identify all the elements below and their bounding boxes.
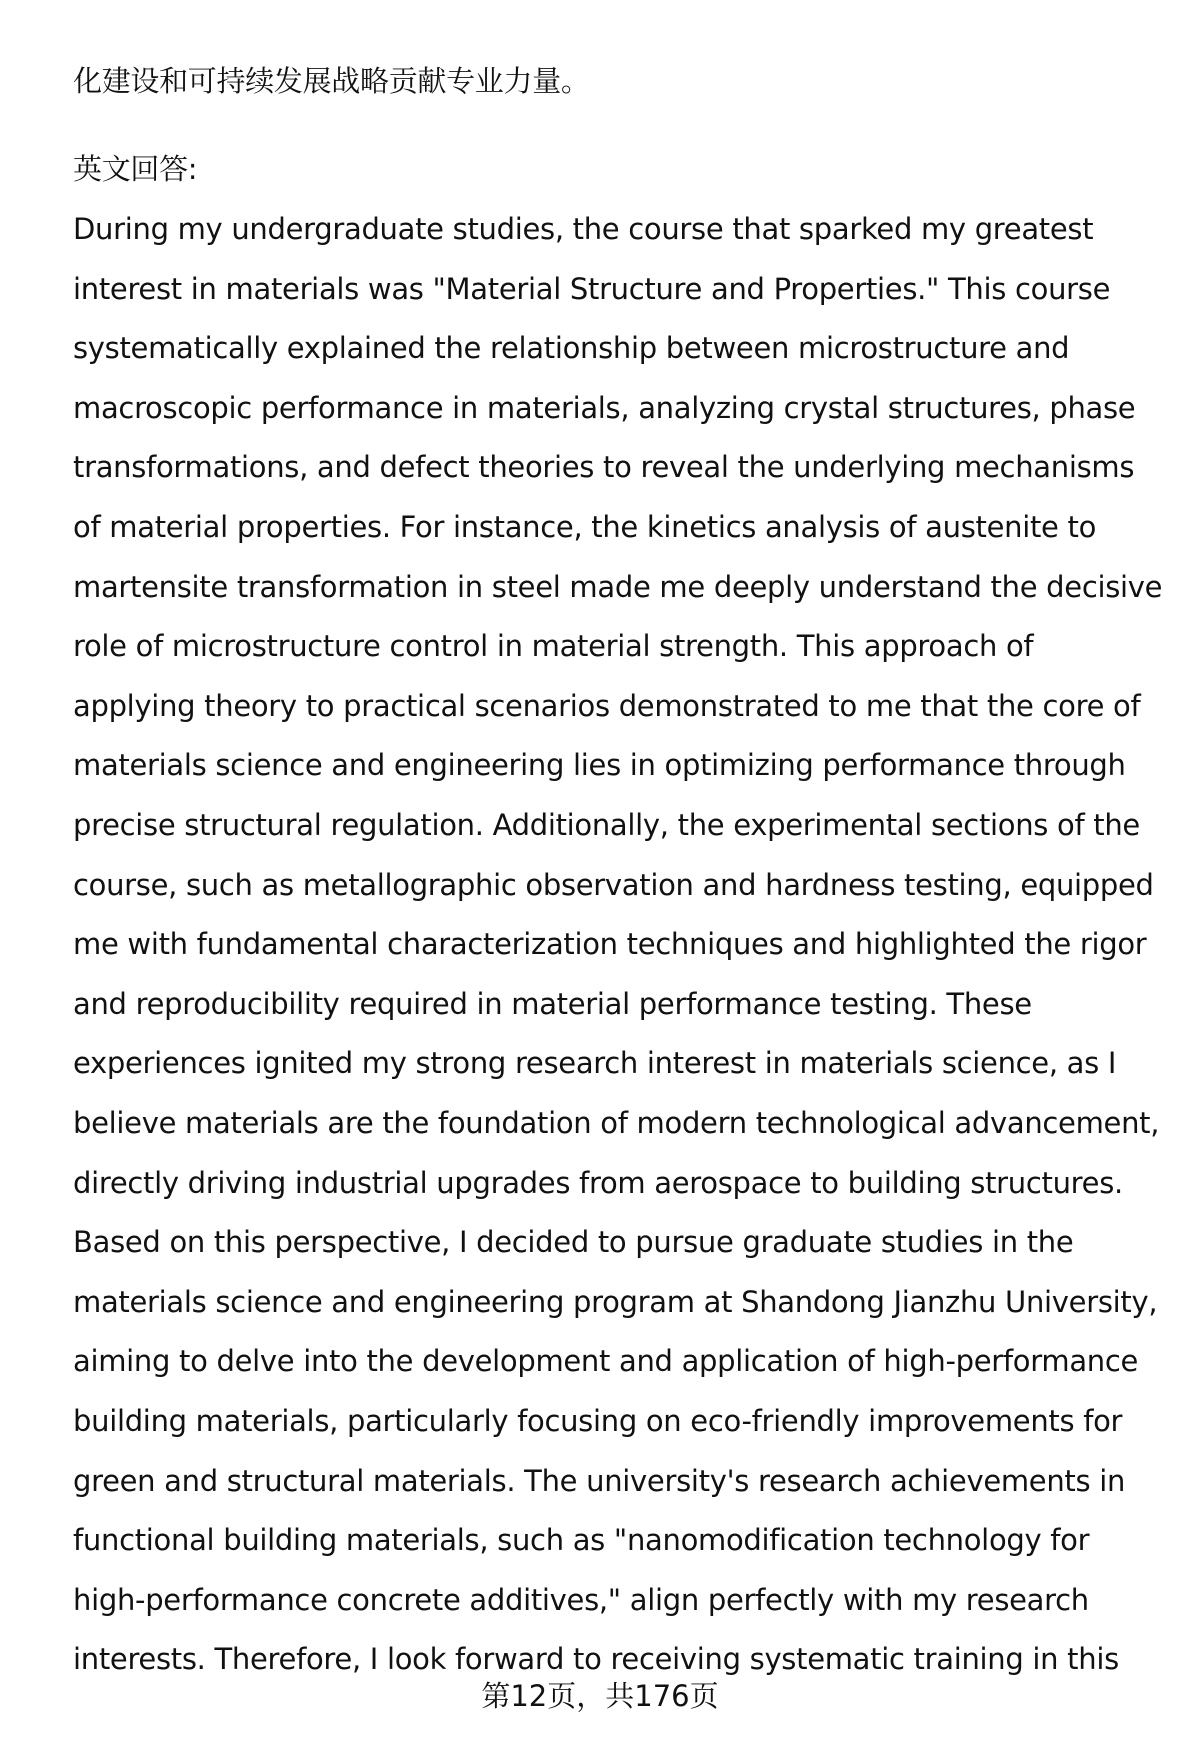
text-line: materials science and engineering program at Shandong Jianzhu University, xyxy=(73,1284,1158,1319)
text-line: functional building materials, such as "nanomodification technology for xyxy=(73,1523,1090,1558)
text-line: applying theory to practical scenarios demonstrated to me that the core of xyxy=(73,688,1141,723)
text-line: me with fundamental characterization techniques and highlighted the rigor xyxy=(73,927,1147,962)
text-line: experiences ignited my strong research interest in materials science, as I xyxy=(73,1046,1117,1081)
text-line: Based on this perspective, I decided to pursue graduate studies in the xyxy=(73,1225,1074,1260)
text-line: martensite transformation in steel made me deeply understand the decisive xyxy=(73,569,1163,604)
text-line: green and structural materials. The university's research achievements in xyxy=(73,1463,1126,1498)
text-line: building materials, particularly focusing on eco-friendly improvements for xyxy=(73,1404,1123,1438)
text-line: directly driving industrial upgrades from aerospace to building structures. xyxy=(73,1165,1123,1200)
text-line: materials science and engineering lies in optimizing performance through xyxy=(73,748,1126,783)
page-number-footer: 第12页，共176页 xyxy=(481,1679,719,1713)
text-line: and reproducibility required in material performance testing. These xyxy=(73,986,1032,1021)
text-line: aiming to delve into the development and application of high-performance xyxy=(73,1344,1139,1379)
text-line: believe materials are the foundation of modern technological advancement, xyxy=(73,1106,1160,1140)
text-line: precise structural regulation. Additionally, the experimental sections of the xyxy=(73,808,1140,842)
text-line: of material properties. For instance, the kinetics analysis of austenite to xyxy=(73,510,1097,544)
text-line: interest in materials was "Material Structure and Properties." This course xyxy=(73,271,1111,306)
text-line: transformations, and defect theories to reveal the underlying mechanisms xyxy=(73,450,1135,485)
english-answer-heading: 英文回答: xyxy=(73,152,198,186)
text-line: role of microstructure control in material strength. This approach of xyxy=(73,629,1034,664)
text-line: During my undergraduate studies, the course that sparked my greatest xyxy=(73,212,1094,246)
text-line: high-performance concrete additives," align perfectly with my research xyxy=(73,1582,1089,1617)
text-line: interests. Therefore, I look forward to receiving systematic training in this xyxy=(73,1642,1119,1677)
text-line: course, such as metallographic observation and hardness testing, equipped xyxy=(73,867,1154,902)
text-line: macroscopic performance in materials, analyzing crystal structures, phase xyxy=(73,390,1136,425)
text-line: systematically explained the relationship between microstructure and xyxy=(73,331,1070,366)
chinese-paragraph-tail: 化建设和可持续发展战略贡献专业力量。 xyxy=(73,64,590,98)
